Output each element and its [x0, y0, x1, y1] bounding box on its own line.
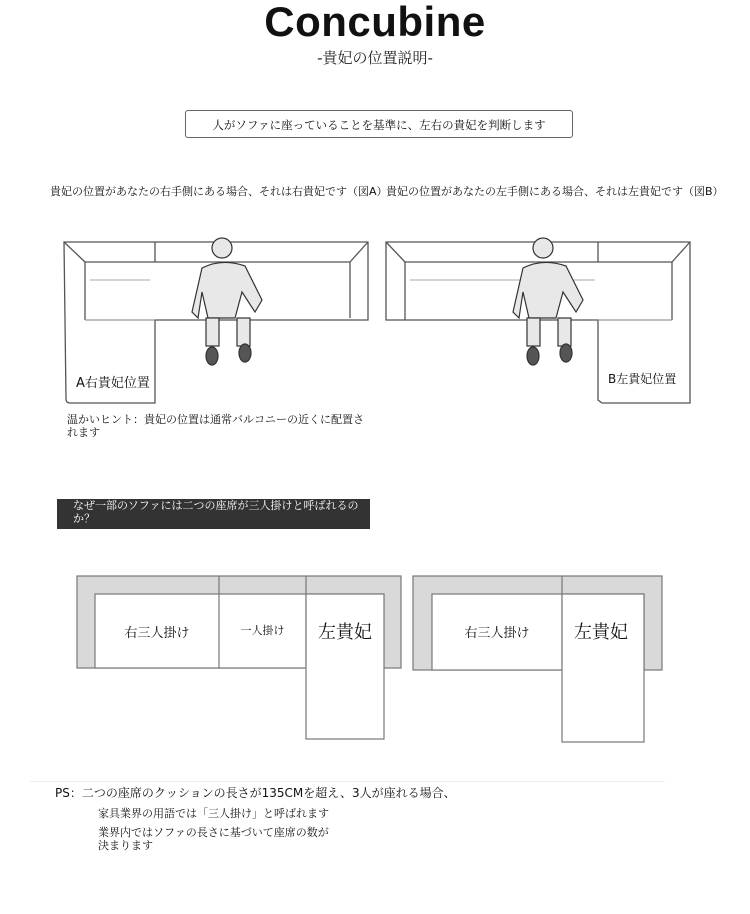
diagram2-three-seater-label: 右三人掛け	[464, 626, 530, 641]
ps-note: PS：二つの座席のクッションの長さが135CMを超え、3人が座れる場合、	[55, 786, 456, 800]
diagram1-one-seater-label: 一人掛け	[240, 624, 285, 637]
sofa-b-label: B左貴妃位置	[608, 372, 677, 386]
brand-title: Concubine	[264, 0, 486, 45]
sofa-diagram-1	[77, 576, 401, 739]
page-subtitle: -貴妃の位置説明-	[317, 49, 433, 67]
caption-right-chaise: 貴妃の位置があなたの右手側にある場合、それは右貴妃です（図A）	[50, 185, 388, 198]
sofa-diagram-2	[413, 576, 662, 742]
diagram1-chaise-label: 左貴妃	[318, 622, 372, 643]
diagram1-three-seater-label: 右三人掛け	[124, 626, 190, 641]
diagram2-chaise-label: 左貴妃	[574, 622, 628, 643]
basis-note-box: 人がソファに座っていることを基準に、左右の貴妃を判断します	[185, 110, 573, 138]
person-a-icon	[192, 238, 262, 365]
hint-text: 温かいヒント：貴妃の位置は通常バルコニーの近くに配置されます	[67, 413, 364, 439]
caption-left-chaise: 貴妃の位置があなたの左手側にある場合、それは左貴妃です（図B）	[386, 185, 724, 198]
person-b-icon	[513, 238, 583, 365]
question-banner: なぜ一部のソファには二つの座席が三人掛けと呼ばれるのか？	[57, 499, 370, 529]
divider	[30, 781, 665, 782]
sofa-a-label: A右貴妃位置	[76, 376, 150, 391]
term-note: 家具業界の用語では「三人掛け」と呼ばれます	[98, 807, 329, 820]
industry-note: 業界内ではソファの長さに基づいて座席の数が決まります	[98, 826, 329, 852]
